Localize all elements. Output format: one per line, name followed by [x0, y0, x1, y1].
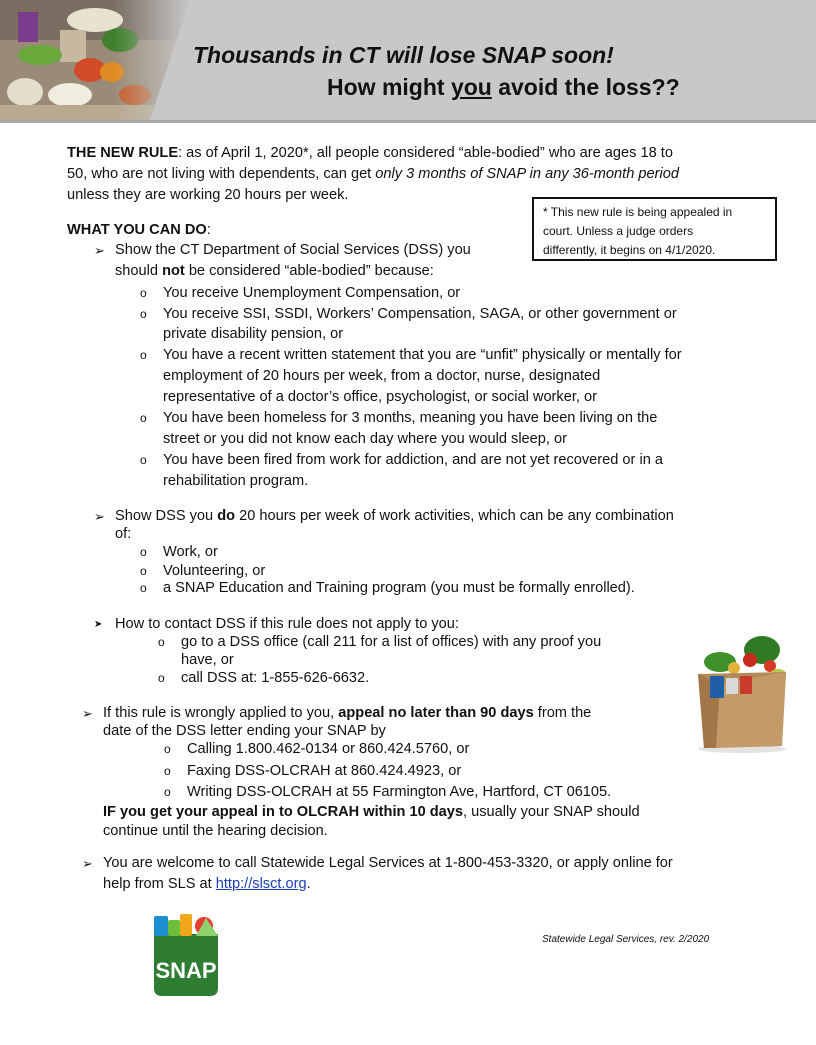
headline-line-1: Thousands in CT will lose SNAP soon! [193, 42, 614, 68]
list-item: of: [115, 526, 132, 542]
list-item: should not be considered “able-bodied” because: [115, 263, 434, 279]
snap-logo-text: SNAP [155, 958, 217, 983]
circle-bullet-icon: o [164, 742, 171, 756]
appeal-deadline-line: IF you get your appeal in to OLCRAH within 10 days, usually your SNAP should [103, 804, 640, 820]
list-item: Volunteering, or [163, 563, 266, 579]
headline-emphasis: you [450, 74, 492, 100]
circle-bullet-icon: o [158, 635, 165, 649]
arrow-bullet-icon: ➤ [94, 619, 103, 630]
slsct-link[interactable]: http://slsct.org [215, 876, 307, 892]
appeal-line-2: date of the DSS letter ending your SNAP by [103, 723, 386, 739]
list-item: call DSS at: 1-855-626-6632. [181, 670, 370, 686]
arrow-bullet-icon: ➢ [94, 243, 105, 258]
circle-bullet-icon: o [140, 286, 147, 300]
list-item: have, or [181, 652, 234, 668]
list-item: street or you did not know each day where you would sleep, or [163, 431, 567, 447]
list-item: How to contact DSS if this rule does not apply to you: [115, 616, 459, 632]
circle-bullet-icon: o [140, 581, 147, 595]
what-you-can-do-heading: WHAT YOU CAN DO: [67, 222, 211, 238]
list-item: Work, or [163, 544, 218, 560]
note-line: court. Unless a judge orders [543, 224, 694, 238]
arrow-bullet-icon: ➢ [82, 706, 93, 721]
list-item: You receive Unemployment Compensation, or [163, 285, 461, 301]
list-item: Show DSS you do 20 hours per week of work activities, which can be any combination [115, 508, 674, 524]
headline-line-2: How might you avoid the loss?? [327, 74, 680, 100]
circle-bullet-icon: o [140, 545, 147, 559]
list-item: rehabilitation program. [163, 473, 309, 489]
grocery-bag-image [690, 632, 794, 754]
signature-line: Statewide Legal Services, rev. 2/2020 [542, 934, 710, 945]
list-item: You receive SSI, SSDI, Workers’ Compensation, SAGA, or other government or [163, 306, 677, 322]
header-band [0, 0, 816, 123]
rule-paragraph-line-2: 50, who are not living with dependents, can get only 3 months of SNAP in any 36-month period [67, 166, 679, 182]
legal-line-1: You are welcome to call Statewide Legal Services at 1-800-453-3320, or apply online for [103, 855, 673, 871]
list-item: Faxing DSS-OLCRAH at 860.424.4923, or [187, 763, 462, 779]
rule-paragraph-line-1: THE NEW RULE: as of April 1, 2020*, all people considered “able-bodied” who are ages 18 to [67, 145, 673, 161]
circle-bullet-icon: o [140, 411, 147, 425]
list-item: go to a DSS office (call 211 for a list of offices) with any proof you [181, 634, 602, 650]
circle-bullet-icon: o [140, 564, 147, 578]
note-line: * This new rule is being appealed in [543, 205, 733, 219]
note-line: differently, it begins on 4/1/2020. [543, 243, 716, 257]
circle-bullet-icon: o [140, 307, 147, 321]
circle-bullet-icon: o [164, 785, 171, 799]
groceries-photo [0, 0, 190, 120]
list-item: representative of a doctor’s office, psychologist, or social worker, or [163, 389, 597, 405]
rule-paragraph-line-3: unless they are working 20 hours per week. [67, 187, 349, 203]
list-item: Writing DSS-OLCRAH at 55 Farmington Ave, Hartford, CT 06105. [187, 784, 612, 800]
legal-line-2: help from SLS at http://slsct.org. [103, 876, 311, 892]
circle-bullet-icon: o [140, 348, 147, 362]
list-item: Calling 1.800.462-0134 or 860.424.5760, or [187, 741, 470, 757]
appeal-note-box [532, 197, 777, 261]
list-item: employment of 20 hours per week, from a doctor, nurse, designated [163, 368, 601, 384]
circle-bullet-icon: o [164, 764, 171, 778]
list-item: Show the CT Department of Social Services (DSS) you [115, 242, 471, 258]
snap-logo [148, 912, 224, 998]
list-item: You have been homeless for 3 months, meaning you have been living on the [163, 410, 658, 426]
list-item: You have been fired from work for addiction, and are not yet recovered or in a [163, 452, 663, 468]
arrow-bullet-icon: ➢ [82, 856, 93, 871]
circle-bullet-icon: o [158, 671, 165, 685]
rule-label: THE NEW RULE [67, 145, 179, 161]
appeal-line-1: If this rule is wrongly applied to you, appeal no later than 90 days from the [103, 705, 592, 721]
list-item: private disability pension, or [163, 326, 344, 342]
appeal-last-line: continue until the hearing decision. [103, 823, 328, 839]
circle-bullet-icon: o [140, 453, 147, 467]
arrow-bullet-icon: ➢ [94, 509, 105, 524]
list-item: a SNAP Education and Training program (you must be formally enrolled). [163, 580, 635, 596]
list-item: You have a recent written statement that you are “unfit” physically or mentally for [163, 347, 682, 363]
